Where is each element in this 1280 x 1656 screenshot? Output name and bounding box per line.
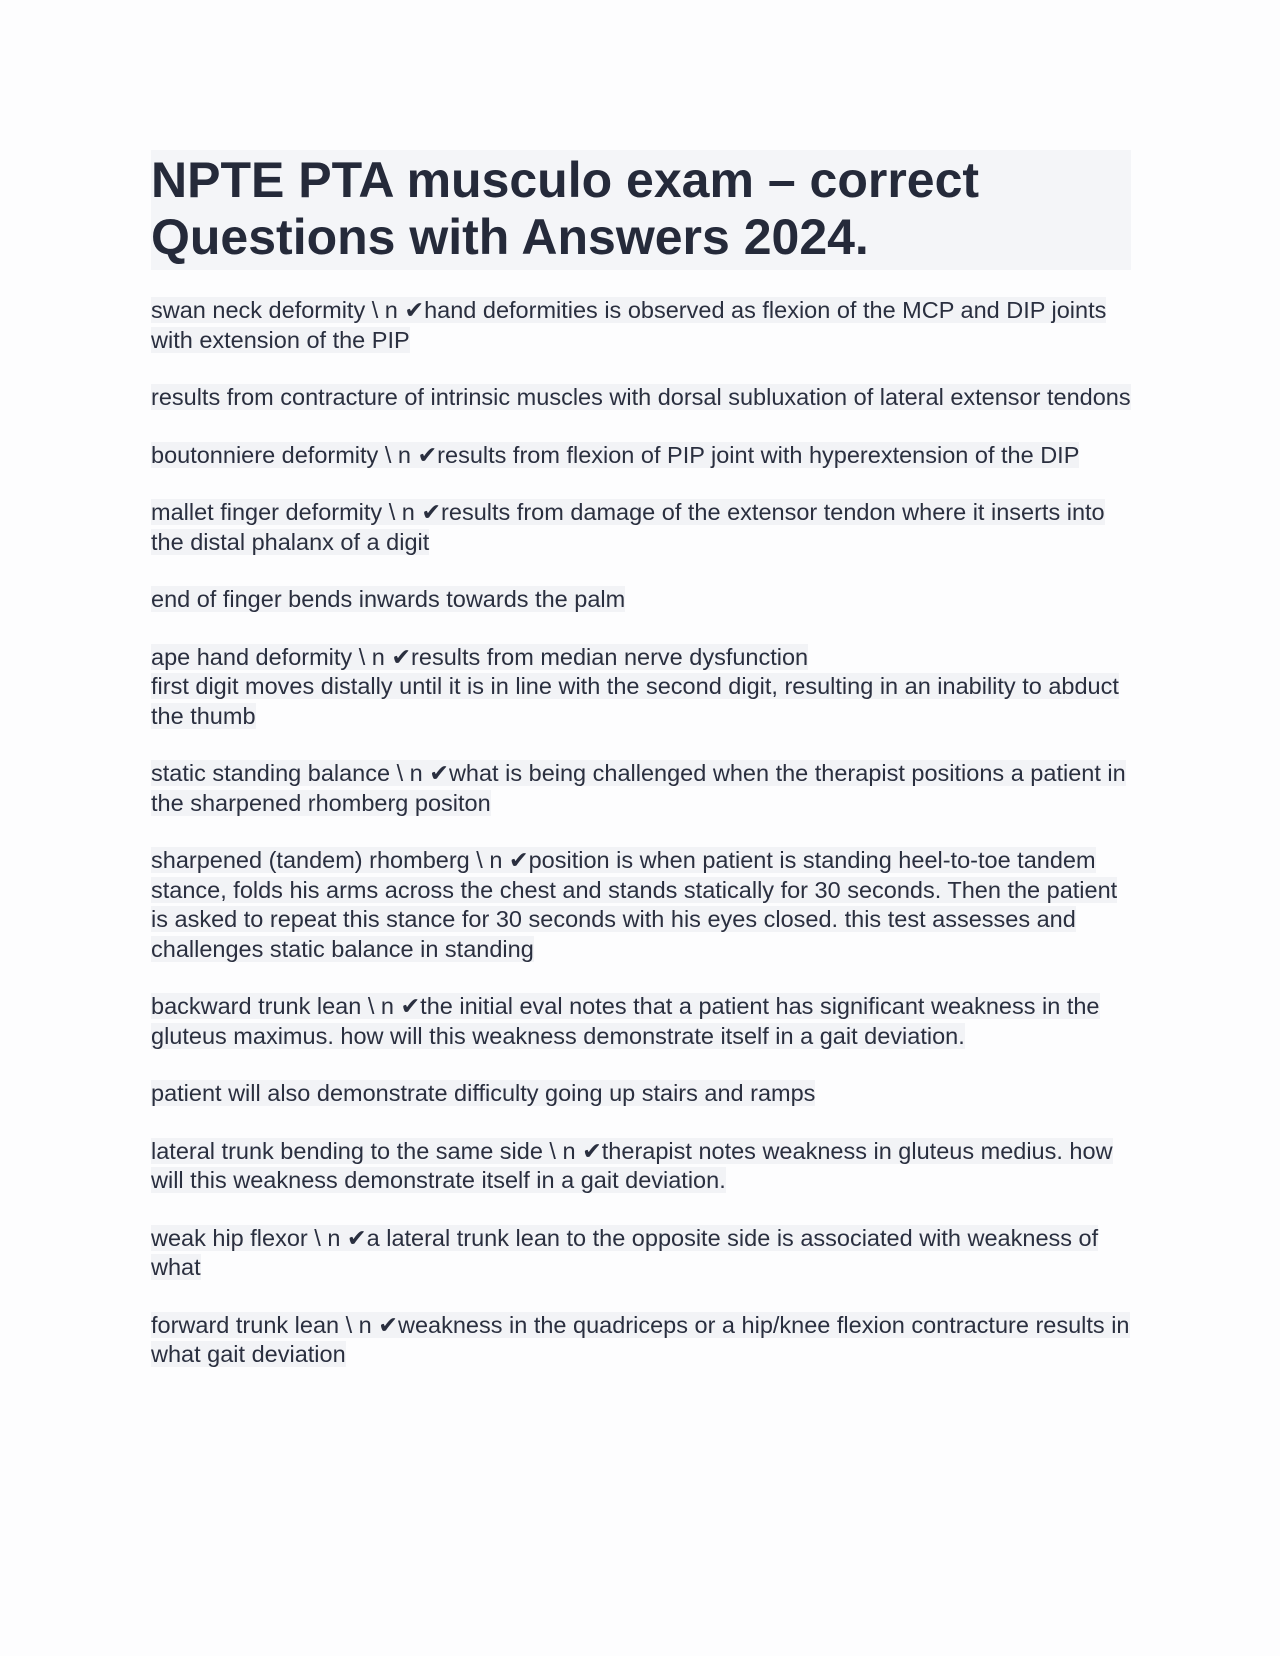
paragraph [151,1079,1131,1109]
paragraph-text: ape hand deformity \ n ✔results from median nerve dysfunction [151,643,809,670]
paragraph [151,672,1131,731]
paragraph [151,846,1131,964]
document-title: NPTE PTA musculo exam – correct Questions with Answers 2024. [151,152,980,265]
paragraph [151,643,1131,673]
paragraph-text: static standing balance \ n ✔what is being challenged when the therapist positions a patient in the sharpened rhomberg positon [151,760,1126,816]
paragraph-text: mallet finger deformity \ n ✔results from damage of the extensor tendon where it inserts into the distal phalanx of a digit [151,499,1105,555]
paragraph [151,1311,1131,1370]
paragraph-text: backward trunk lean \ n ✔the initial eval notes that a patient has significant weakness in the gluteus maximus. how will this weakness demonstrate itself in a gait deviation. [151,993,1100,1049]
paragraph [151,296,1131,355]
paragraph [151,1137,1131,1196]
paragraph [151,992,1131,1051]
paragraph-text: weak hip flexor \ n ✔a lateral trunk lean to the opposite side is associated with weakness of what [151,1224,1099,1280]
paragraph [151,441,1131,471]
paragraph-text: sharpened (tandem) rhomberg \ n ✔position is when patient is standing heel-to-toe tandem stance, folds his arms across the chest and stands statically for 30 seconds. Then the patient is asked to repeat this stance for 30 seconds with his eyes closed. this test assesses and challenges static balance in standing [151,847,1118,962]
paragraph-text: lateral trunk bending to the same side \ n ✔therapist notes weakness in gluteus medius. how will this weakness demonstrate itself in a gait deviation. [151,1137,1113,1193]
paragraph-text: forward trunk lean \ n ✔weakness in the quadriceps or a hip/knee flexion contracture results in what gait deviation [151,1311,1130,1367]
paragraph-text: first digit moves distally until it is in line with the second digit, resulting in an inability to abduct the thumb [151,673,1119,729]
paragraph-text: swan neck deformity \ n ✔hand deformities is observed as flexion of the MCP and DIP joints with extension of the PIP [151,297,1107,353]
paragraph [151,1224,1131,1283]
paragraph [151,759,1131,818]
document-page [151,150,1131,1398]
title-block [151,150,1131,270]
paragraph-text: results from contracture of intrinsic muscles with dorsal subluxation of lateral extensor tendons [151,384,1131,410]
paragraph-text: boutonniere deformity \ n ✔results from flexion of PIP joint with hyperextension of the DIP [151,441,1080,468]
paragraph [151,498,1131,557]
paragraph [151,383,1131,413]
paragraph [151,585,1131,615]
paragraph-text: end of finger bends inwards towards the palm [151,586,626,612]
paragraph-text: patient will also demonstrate difficulty going up stairs and ramps [151,1080,816,1106]
